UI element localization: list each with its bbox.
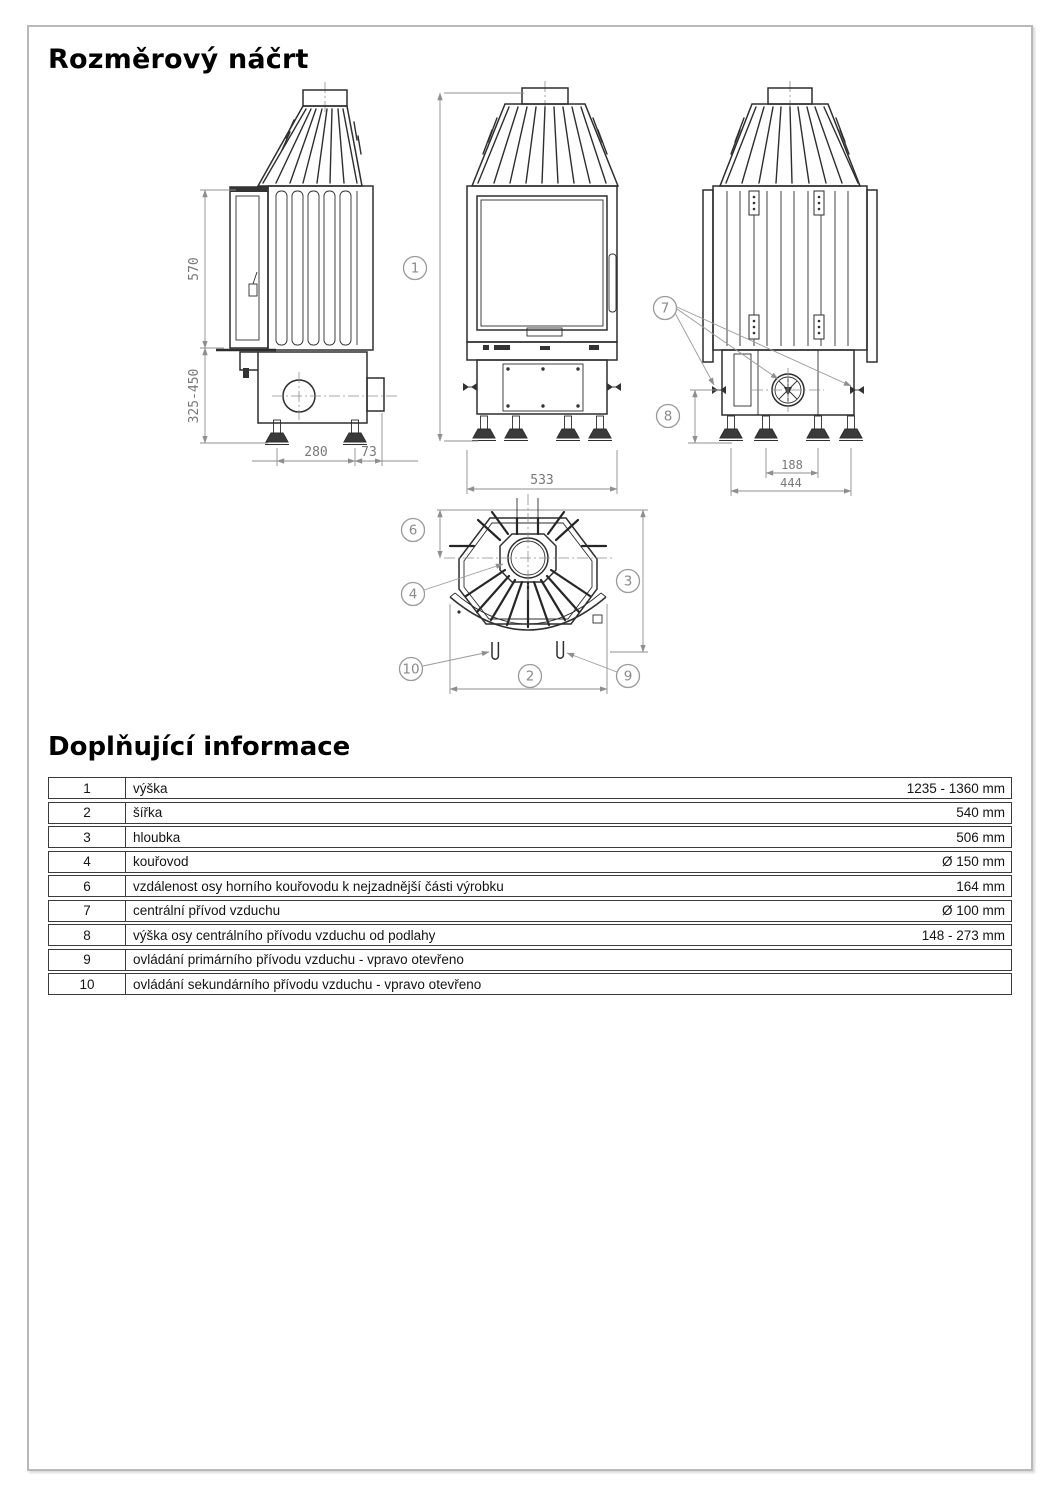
view-top — [437, 494, 648, 659]
callout-9 — [617, 665, 640, 688]
svg-text:3: 3 — [623, 573, 633, 590]
front-base — [463, 360, 621, 441]
callout-7 — [654, 297, 677, 320]
dim-back-inlet-height — [657, 390, 733, 443]
row-number: 2 — [49, 803, 126, 823]
svg-text:8: 8 — [663, 408, 673, 425]
page-title: Rozměrový náčrt — [48, 44, 309, 75]
table-row — [48, 900, 1012, 922]
row-label: ovládání sekundárního přívodu vzduchu - vpravo otevřeno — [133, 976, 482, 992]
front-lower-band — [467, 342, 617, 360]
row-label: kouřovod — [133, 854, 189, 869]
side-body-ribs — [276, 191, 357, 345]
callout-10-group — [400, 652, 490, 681]
svg-text:7: 7 — [660, 300, 670, 317]
top-lever-left — [492, 642, 498, 659]
info-table — [48, 777, 1012, 998]
row-number: 8 — [49, 925, 126, 945]
callout-1 — [404, 257, 427, 280]
callout-6 — [402, 519, 425, 542]
dim-side-heights — [187, 190, 268, 443]
row-label: výška — [133, 780, 168, 796]
row-number: 4 — [49, 852, 126, 872]
view-side — [216, 82, 397, 445]
back-body-fins — [727, 191, 848, 346]
table-row — [48, 973, 1012, 995]
dim-front-width — [467, 450, 617, 494]
row-number: 9 — [49, 950, 126, 970]
row-value: 1235 - 1360 mm — [906, 780, 1005, 796]
row-number: 6 — [49, 876, 126, 896]
dim-label-280: 280 — [304, 445, 328, 460]
table-row — [48, 924, 1012, 946]
row-label: vzdálenost osy horního kouřovodu k nejzadnější části výrobku — [133, 878, 504, 894]
row-label: hloubka — [133, 829, 181, 845]
row-value: 164 mm — [956, 878, 1005, 894]
dim-label-73: 73 — [361, 445, 377, 460]
top-radial-fins — [450, 512, 606, 627]
callout-4 — [402, 583, 425, 606]
table-row — [48, 826, 1012, 848]
table-row — [48, 949, 1012, 971]
svg-text:2: 2 — [525, 668, 535, 685]
table-row — [48, 875, 1012, 897]
top-lever-right — [557, 641, 563, 658]
row-label: šířka — [133, 805, 163, 820]
callout-2 — [519, 665, 542, 688]
row-number: 7 — [49, 901, 126, 921]
front-chimney-fins — [478, 107, 607, 183]
table-row — [48, 802, 1012, 824]
table-row — [48, 851, 1012, 873]
row-label: výška osy centrálního přívodu vzduchu od podlahy — [133, 927, 436, 943]
view-back — [703, 81, 877, 441]
dim-label-325-450: 325-450 — [187, 368, 202, 424]
dim-label-188: 188 — [781, 458, 803, 472]
front-door-handle — [609, 254, 616, 312]
row-value: Ø 100 mm — [941, 903, 1005, 918]
row-value: Ø 150 mm — [941, 854, 1005, 869]
dim-label-444: 444 — [780, 476, 802, 490]
info-section-title: Doplňující informace — [48, 732, 351, 762]
side-door — [216, 187, 276, 350]
row-value: 148 - 273 mm — [921, 927, 1005, 943]
callout-10 — [400, 658, 423, 681]
row-label: centrální přívod vzduchu — [133, 903, 281, 918]
callout-9-group — [567, 653, 640, 688]
dim-top-flue-offset — [402, 510, 441, 558]
row-number: 1 — [49, 778, 126, 798]
row-value: 540 mm — [956, 805, 1005, 820]
svg-text:9: 9 — [623, 668, 633, 685]
view-front — [463, 81, 621, 441]
table-row — [48, 777, 1012, 799]
dimensional-drawing — [0, 0, 1060, 720]
front-glass-door — [477, 196, 616, 336]
row-number: 3 — [49, 827, 126, 847]
dim-top-depth — [610, 510, 648, 652]
side-chimney-fins — [263, 109, 361, 183]
svg-text:4: 4 — [408, 586, 418, 603]
dim-label-533: 533 — [530, 473, 554, 488]
svg-text:6: 6 — [408, 522, 418, 539]
svg-text:10: 10 — [402, 661, 420, 678]
row-label: ovládání primárního přívodu vzduchu - vpravo otevřeno — [133, 952, 464, 967]
dim-back-feet — [731, 448, 851, 496]
callout-3 — [617, 570, 640, 593]
svg-text:1: 1 — [410, 260, 420, 277]
row-value: 506 mm — [956, 829, 1005, 845]
back-base — [712, 350, 864, 441]
callout-8 — [657, 405, 680, 428]
row-number: 10 — [49, 974, 126, 994]
central-air-inlet — [752, 368, 824, 412]
dim-label-570: 570 — [187, 257, 202, 281]
side-base — [240, 352, 397, 445]
